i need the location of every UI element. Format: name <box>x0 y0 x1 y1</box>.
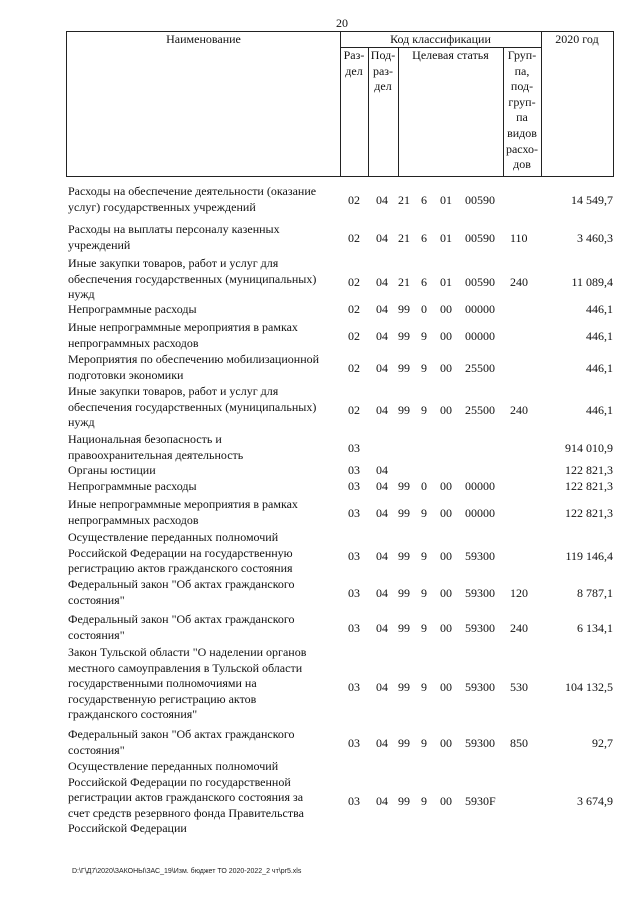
target-program-cell: 99 <box>398 403 410 418</box>
row-name-line: Расходы на обеспечение деятельности (оказание <box>68 184 317 198</box>
row-name-line: регистрации актов гражданского состояния за <box>68 790 304 805</box>
row-name-line: Федеральный закон "Об актах гражданского <box>68 612 295 626</box>
row-name <box>68 577 338 608</box>
row-name-line: Российской Федерации по государственной <box>68 774 291 789</box>
target-program-cell: 99 <box>398 680 410 694</box>
target-direction-cell: 00000 <box>465 328 495 343</box>
amount-cell: 122 821,3 <box>565 479 613 493</box>
amount-cell: 119 146,4 <box>565 549 613 564</box>
target-program-cell: 99 <box>398 328 410 343</box>
row-name-line: обеспечения государственных (муниципальных) <box>68 399 317 414</box>
amount-cell: 122 821,3 <box>565 505 613 520</box>
header-podrazdel-line: раз- <box>372 63 394 78</box>
header-razdel-line: дел <box>345 63 363 78</box>
header-divider <box>398 47 399 176</box>
target-event-cell: 00 <box>440 479 452 493</box>
podrazdel-cell: 04 <box>376 735 388 750</box>
header-razdel-line: Раз- <box>343 48 365 62</box>
amount-cell: 914 010,9 <box>565 440 613 455</box>
row-name <box>68 497 338 528</box>
amount-cell: 3 460,3 <box>577 230 613 245</box>
podrazdel-cell: 04 <box>376 192 388 207</box>
header-classification: Код классификации <box>390 32 491 46</box>
target-event-cell: 00 <box>440 735 452 750</box>
podrazdel-cell: 04 <box>376 549 388 564</box>
expense-group-cell: 850 <box>510 735 528 750</box>
target-program-cell: 99 <box>398 549 410 564</box>
target-subprogram-cell: 9 <box>421 403 427 418</box>
target-direction-cell: 5930F <box>465 794 496 808</box>
amount-cell: 92,7 <box>592 735 613 750</box>
row-name-line: нужд <box>68 415 95 430</box>
row-name <box>68 432 338 463</box>
expense-group-cell: 240 <box>510 403 528 418</box>
target-subprogram-cell: 9 <box>421 328 427 343</box>
target-direction-cell: 25500 <box>465 403 495 418</box>
header-group-line: под- <box>510 79 534 94</box>
target-event-cell: 00 <box>440 403 452 418</box>
amount-cell: 446,1 <box>586 302 613 316</box>
target-event-cell: 00 <box>440 585 452 600</box>
header-razdel <box>340 48 368 79</box>
razdel-cell: 02 <box>348 403 360 418</box>
row-name-line: Российской Федерации <box>68 821 187 836</box>
target-program-cell: 99 <box>398 505 410 520</box>
row-name-line: Федеральный закон "Об актах гражданского <box>68 577 295 591</box>
row-name <box>68 645 338 723</box>
target-subprogram-cell: 0 <box>421 479 427 493</box>
row-name-line: Иные непрограммные мероприятия в рамках <box>68 497 298 511</box>
podrazdel-cell: 04 <box>376 680 388 694</box>
target-subprogram-cell: 9 <box>421 620 427 635</box>
row-name-line: гражданского состояния" <box>68 707 198 722</box>
row-name <box>68 759 338 837</box>
row-name-line: государственными полномочиями на <box>68 676 257 691</box>
target-direction-cell: 25500 <box>465 360 495 375</box>
target-program-cell: 99 <box>398 585 410 600</box>
target-direction-cell: 00000 <box>465 302 495 316</box>
header-group-line: груп- <box>508 94 536 109</box>
header-group <box>503 48 541 173</box>
podrazdel-cell: 04 <box>376 585 388 600</box>
header-name: Наименование <box>166 32 241 46</box>
row-name-line: подготовки экономики <box>68 367 184 382</box>
row-name-line: местного самоуправления в Тульской области <box>68 660 303 675</box>
row-name <box>68 530 338 577</box>
amount-cell: 446,1 <box>586 403 613 418</box>
header-group-line: дов <box>513 157 531 172</box>
row-name-line: учреждений <box>68 237 131 252</box>
razdel-cell: 03 <box>348 440 360 455</box>
razdel-cell: 02 <box>348 192 360 207</box>
target-event-cell: 00 <box>440 360 452 375</box>
target-subprogram-cell: 6 <box>421 230 427 245</box>
row-name-line: Иные закупки товаров, работ и услуг для <box>68 384 279 398</box>
amount-cell: 446,1 <box>586 360 613 375</box>
target-program-cell: 21 <box>398 230 410 245</box>
row-name <box>68 320 338 351</box>
row-name-line: состояния" <box>68 742 125 757</box>
row-name <box>68 352 338 383</box>
podrazdel-cell: 04 <box>376 275 388 290</box>
row-name <box>68 184 338 215</box>
expense-group-cell: 240 <box>510 620 528 635</box>
target-program-cell: 99 <box>398 479 410 493</box>
row-name <box>68 727 338 758</box>
target-event-cell: 00 <box>440 620 452 635</box>
podrazdel-cell: 04 <box>376 620 388 635</box>
podrazdel-cell: 04 <box>376 403 388 418</box>
row-name-line: нужд <box>68 287 95 302</box>
target-program-cell: 99 <box>398 302 410 316</box>
razdel-cell: 02 <box>348 302 360 316</box>
razdel-cell: 02 <box>348 328 360 343</box>
row-name <box>68 384 338 431</box>
row-name-line: состояния" <box>68 592 125 607</box>
header-year: 2020 год <box>555 32 599 46</box>
expense-group-cell: 530 <box>510 680 528 694</box>
row-name-line: Осуществление переданных полномочий <box>68 759 279 773</box>
target-program-cell: 21 <box>398 192 410 207</box>
row-name <box>68 612 338 643</box>
page-number: 20 <box>336 16 348 30</box>
header-group-line: видов <box>507 125 537 140</box>
razdel-cell: 03 <box>348 505 360 520</box>
row-name-line: Непрограммные расходы <box>68 479 197 493</box>
target-program-cell: 21 <box>398 275 410 290</box>
target-subprogram-cell: 9 <box>421 549 427 564</box>
file-path-footer: D:\Г\Д7\2020\ЗАКОНЫ\ЗАС_19\Изм. бюджет ТО 2020-2022_2 чт\pr5.xls <box>72 868 302 875</box>
row-name-line: правоохранительная деятельность <box>68 447 244 462</box>
target-subprogram-cell: 6 <box>421 192 427 207</box>
razdel-cell: 03 <box>348 479 360 493</box>
target-subprogram-cell: 9 <box>421 680 427 694</box>
table-header <box>66 31 614 177</box>
target-direction-cell: 59300 <box>465 735 495 750</box>
podrazdel-cell: 04 <box>376 230 388 245</box>
target-event-cell: 00 <box>440 505 452 520</box>
row-name-line: Национальная безопасность и <box>68 432 222 446</box>
target-event-cell: 01 <box>440 275 452 290</box>
row-name-line: счет средств резервного фонда Правительства <box>68 805 304 820</box>
podrazdel-cell: 04 <box>376 479 388 493</box>
podrazdel-cell: 04 <box>376 794 388 808</box>
target-event-cell: 00 <box>440 302 452 316</box>
target-direction-cell: 00000 <box>465 479 495 493</box>
razdel-cell: 03 <box>348 620 360 635</box>
header-target: Целевая статья <box>412 48 489 62</box>
podrazdel-cell: 04 <box>376 505 388 520</box>
target-direction-cell: 59300 <box>465 585 495 600</box>
target-direction-cell: 00000 <box>465 505 495 520</box>
target-event-cell: 00 <box>440 328 452 343</box>
header-group-line: Груп- <box>507 48 537 62</box>
target-event-cell: 00 <box>440 549 452 564</box>
row-name-line: Осуществление переданных полномочий <box>68 530 279 544</box>
target-event-cell: 00 <box>440 680 452 694</box>
amount-cell: 8 787,1 <box>577 585 613 600</box>
target-subprogram-cell: 9 <box>421 794 427 808</box>
row-name-line: Иные закупки товаров, работ и услуг для <box>68 256 279 270</box>
razdel-cell: 03 <box>348 735 360 750</box>
target-event-cell: 01 <box>440 230 452 245</box>
target-direction-cell: 00590 <box>465 230 495 245</box>
row-name-line: Непрограммные расходы <box>68 302 197 316</box>
header-group-line: расхо- <box>505 141 539 156</box>
row-name <box>68 302 338 318</box>
amount-cell: 104 132,5 <box>565 680 613 694</box>
razdel-cell: 03 <box>348 463 360 477</box>
razdel-cell: 02 <box>348 360 360 375</box>
target-program-cell: 99 <box>398 794 410 808</box>
row-name-line: Органы юстиции <box>68 463 156 477</box>
row-name-line: Федеральный закон "Об актах гражданского <box>68 727 295 741</box>
row-name <box>68 463 338 479</box>
amount-cell: 3 674,9 <box>577 794 613 808</box>
row-name-line: государственную регистрацию актов <box>68 691 257 706</box>
expense-group-cell: 110 <box>510 230 528 245</box>
target-program-cell: 99 <box>398 735 410 750</box>
amount-cell: 122 821,3 <box>565 463 613 477</box>
amount-cell: 11 089,4 <box>571 275 613 290</box>
row-name <box>68 222 338 253</box>
row-name-line: Российской Федерации на государственную <box>68 545 293 560</box>
target-subprogram-cell: 9 <box>421 735 427 750</box>
row-name-line: обеспечения государственных (муниципальных) <box>68 271 317 286</box>
header-podrazdel <box>368 48 398 95</box>
amount-cell: 6 134,1 <box>577 620 613 635</box>
row-name <box>68 479 338 495</box>
razdel-cell: 02 <box>348 275 360 290</box>
target-subprogram-cell: 9 <box>421 505 427 520</box>
target-subprogram-cell: 6 <box>421 275 427 290</box>
row-name-line: Иные непрограммные мероприятия в рамках <box>68 320 298 334</box>
amount-cell: 14 549,7 <box>571 192 613 207</box>
row-name-line: состояния" <box>68 627 125 642</box>
target-event-cell: 00 <box>440 794 452 808</box>
row-name-line: Мероприятия по обеспечению мобилизационной <box>68 352 320 366</box>
header-group-line: па, <box>514 63 530 78</box>
row-name-line: непрограммных расходов <box>68 335 199 350</box>
row-name-line: Расходы на выплаты персоналу казенных <box>68 222 280 236</box>
amount-cell: 446,1 <box>586 328 613 343</box>
target-direction-cell: 59300 <box>465 549 495 564</box>
header-podrazdel-line: дел <box>374 79 392 94</box>
row-name-line: услуг) государственных учреждений <box>68 199 256 214</box>
row-name-line: регистрацию актов гражданского состояния <box>68 561 293 576</box>
target-program-cell: 99 <box>398 360 410 375</box>
target-direction-cell: 59300 <box>465 680 495 694</box>
target-program-cell: 99 <box>398 620 410 635</box>
row-name <box>68 256 338 303</box>
row-name-line: непрограммных расходов <box>68 512 199 527</box>
expense-group-cell: 120 <box>510 585 528 600</box>
header-group-line: па <box>516 110 528 125</box>
podrazdel-cell: 04 <box>376 328 388 343</box>
razdel-cell: 03 <box>348 794 360 808</box>
header-divider <box>541 32 542 176</box>
expense-group-cell: 240 <box>510 275 528 290</box>
target-direction-cell: 00590 <box>465 275 495 290</box>
row-name-line: Закон Тульской области "О наделении органов <box>68 645 307 659</box>
razdel-cell: 02 <box>348 230 360 245</box>
razdel-cell: 03 <box>348 549 360 564</box>
podrazdel-cell: 04 <box>376 463 388 477</box>
target-subprogram-cell: 9 <box>421 360 427 375</box>
target-event-cell: 01 <box>440 192 452 207</box>
podrazdel-cell: 04 <box>376 360 388 375</box>
header-podrazdel-line: Под- <box>370 48 396 62</box>
target-direction-cell: 59300 <box>465 620 495 635</box>
target-subprogram-cell: 9 <box>421 585 427 600</box>
target-subprogram-cell: 0 <box>421 302 427 316</box>
target-direction-cell: 00590 <box>465 192 495 207</box>
razdel-cell: 03 <box>348 680 360 694</box>
podrazdel-cell: 04 <box>376 302 388 316</box>
razdel-cell: 03 <box>348 585 360 600</box>
